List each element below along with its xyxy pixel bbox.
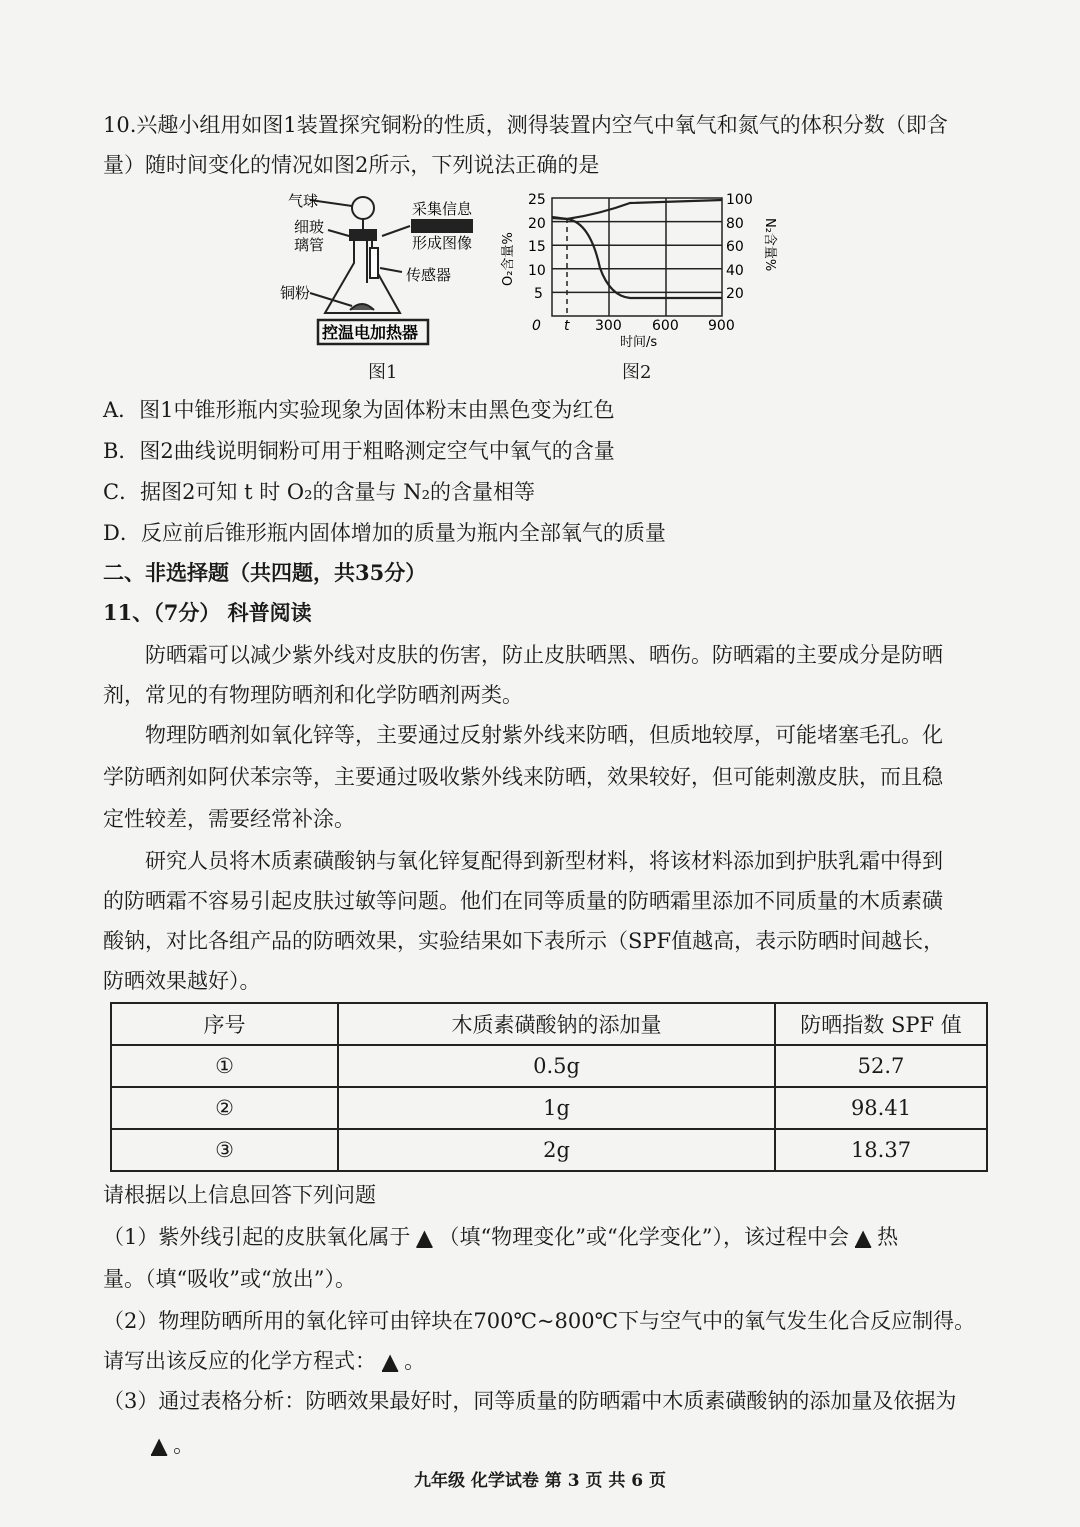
- spf-table: [110, 1002, 988, 1172]
- answer-blank[interactable]: ▲: [854, 1224, 872, 1249]
- q11-sub2-period: 。: [404, 1349, 426, 1373]
- answer-blank[interactable]: ▲: [151, 1432, 168, 1457]
- q11-sub3-line1: （3）通过表格分析：防晒效果最好时，同等质量的防晒霜中木质素磺酸钠的添加量及依据为: [103, 1389, 957, 1413]
- answer-blank[interactable]: ▲: [382, 1348, 399, 1373]
- section-2-heading: 二、非选择题（共四题，共35分）: [103, 560, 427, 585]
- fig2-ylabel-left: O₂含量%: [501, 232, 516, 286]
- q11-sub1-line2: 量。（填“吸收”或“放出”）。: [103, 1267, 356, 1291]
- table-cell: ③: [111, 1129, 338, 1171]
- fig2-xtick-900: 900: [708, 318, 735, 334]
- q11-sub2-text: 请写出该反应的化学方程式：: [103, 1349, 376, 1373]
- table-row: [111, 1087, 987, 1129]
- fig2-ytick-right-20: 20: [726, 286, 744, 302]
- q11-p2-line3: 定性较差，需要经常补涂。: [103, 807, 355, 831]
- table-cell: 52.7: [775, 1045, 987, 1087]
- fig2-ytick-left-20: 20: [528, 216, 546, 232]
- q11-sub1-line1: [103, 1222, 898, 1252]
- fig2-chart: [552, 198, 722, 316]
- q11-sub1-text-b: （填“物理变化”或“化学变化”），该过程中会: [438, 1225, 849, 1249]
- fig1-caption: 图1: [368, 362, 398, 383]
- fig2-ytick-left-25: 25: [528, 192, 546, 208]
- q10-stem-line2: 量）随时间变化的情况如图2所示，下列说法正确的是: [103, 153, 600, 177]
- q11-p1-line2: 剂，常见的有物理防晒剂和化学防晒剂两类。: [103, 683, 523, 707]
- q10-option-b: B．图2曲线说明铜粉可用于粗略测定空气中氧气的含量: [103, 439, 615, 463]
- fig2-xtick-300: 300: [595, 318, 622, 334]
- fig1-label-glass-tube-1: 细玻: [294, 218, 325, 236]
- q11-p3-line3: 酸钠，对比各组产品的防晒效果，实验结果如下表所示（SPF值越高，表示防晒时间越长，: [103, 929, 945, 953]
- fig2-caption: 图2: [622, 362, 652, 383]
- q11-sub3-line2: [145, 1430, 194, 1460]
- fig1-label-sensor: 传感器: [406, 266, 452, 284]
- fig2-xlabel: 时间/s: [620, 335, 658, 350]
- table-cell: 18.37: [775, 1129, 987, 1171]
- q11-sub3-period: 。: [173, 1433, 195, 1457]
- q10-option-c: C．据图2可知 t 时 O₂的含量与 N₂的含量相等: [103, 480, 535, 504]
- q11-sub1-text-a: （1）紫外线引起的皮肤氧化属于: [103, 1225, 411, 1249]
- fig1-label-image: 形成图像: [412, 234, 473, 252]
- fig2-ytick-left-5: 5: [534, 286, 543, 302]
- fig2-ylabel-right: N₂含量%: [762, 218, 777, 272]
- fig2-ytick-right-100: 100: [726, 192, 753, 208]
- fig2-ytick-right-80: 80: [726, 216, 744, 232]
- table-cell: 98.41: [775, 1087, 987, 1129]
- table-cell: 1g: [338, 1087, 775, 1129]
- fig1-label-copper: 铜粉: [280, 284, 311, 302]
- fig2-ytick-right-40: 40: [726, 263, 744, 279]
- table-header-cell: 序号: [111, 1003, 338, 1045]
- q11-p2-line1: 物理防晒剂如氧化锌等，主要通过反射紫外线来防晒，但质地较厚，可能堵塞毛孔。化: [145, 723, 943, 747]
- q11-p3-line2: 的防晒霜不容易引起皮肤过敏等问题。他们在同等质量的防晒霜里添加不同质量的木质素磺: [103, 889, 943, 913]
- q11-title: 11、（7分） 科普阅读: [103, 600, 312, 625]
- fig2-xtick-600: 600: [652, 318, 679, 334]
- q11-p3-line1: 研究人员将木质素磺酸钠与氧化锌复配得到新型材料，将该材料添加到护肤乳霜中得到: [145, 849, 943, 873]
- fig2-ytick-right-60: 60: [726, 239, 744, 255]
- fig2-ytick-left-10: 10: [528, 263, 546, 279]
- q11-prompt: 请根据以上信息回答下列问题: [103, 1183, 376, 1207]
- table-header-cell: 防晒指数 SPF 值: [775, 1003, 987, 1045]
- table-row: [111, 1045, 987, 1087]
- table-cell: 0.5g: [338, 1045, 775, 1087]
- table-cell: 2g: [338, 1129, 775, 1171]
- q11-sub2-line1: （2）物理防晒所用的氧化锌可由锌块在700℃~800℃下与空气中的氧气发生化合反应制得。: [103, 1309, 976, 1333]
- q10-option-d: D．反应前后锥形瓶内固体增加的质量为瓶内全部氧气的质量: [103, 521, 666, 545]
- table-cell: ②: [111, 1087, 338, 1129]
- q11-sub2-line2: [103, 1346, 425, 1376]
- table-cell: ①: [111, 1045, 338, 1087]
- q11-p3-line4: 防晒效果越好）。: [103, 969, 261, 993]
- fig1-label-collect: 采集信息: [412, 200, 473, 218]
- table-row: [111, 1129, 987, 1171]
- fig2-xtick-0: 0: [532, 318, 541, 334]
- q10-option-a: A．图1中锥形瓶内实验现象为固体粉末由黑色变为红色: [103, 398, 615, 422]
- q10-stem-line1: 10.兴趣小组用如图1装置探究铜粉的性质，测得装置内空气中氧气和氮气的体积分数（即含: [103, 113, 948, 137]
- fig2-xtick-t: t: [564, 318, 570, 334]
- table-header-row: [111, 1003, 987, 1045]
- fig1-apparatus-diagram: [270, 188, 790, 383]
- fig2-ytick-left-15: 15: [528, 239, 546, 255]
- q11-sub1-text-c: 热: [877, 1225, 899, 1249]
- answer-blank[interactable]: ▲: [416, 1224, 433, 1249]
- q10-figures: [270, 188, 790, 383]
- q11-p2-line2: 学防晒剂如阿伏苯宗等，主要通过吸收紫外线来防晒，效果较好，但可能刺激皮肤，而且稳: [103, 765, 943, 789]
- fig1-label-glass-tube-2: 璃管: [294, 236, 325, 254]
- fig1-label-balloon: 气球: [288, 192, 319, 210]
- table-header-cell: 木质素磺酸钠的添加量: [338, 1003, 775, 1045]
- q11-p1-line1: 防晒霜可以减少紫外线对皮肤的伤害，防止皮肤晒黑、晒伤。防晒霜的主要成分是防晒: [145, 643, 943, 667]
- page-footer: 九年级 化学试卷 第 3 页 共 6 页: [413, 1471, 667, 1491]
- fig1-label-heater: 控温电加热器: [322, 323, 419, 342]
